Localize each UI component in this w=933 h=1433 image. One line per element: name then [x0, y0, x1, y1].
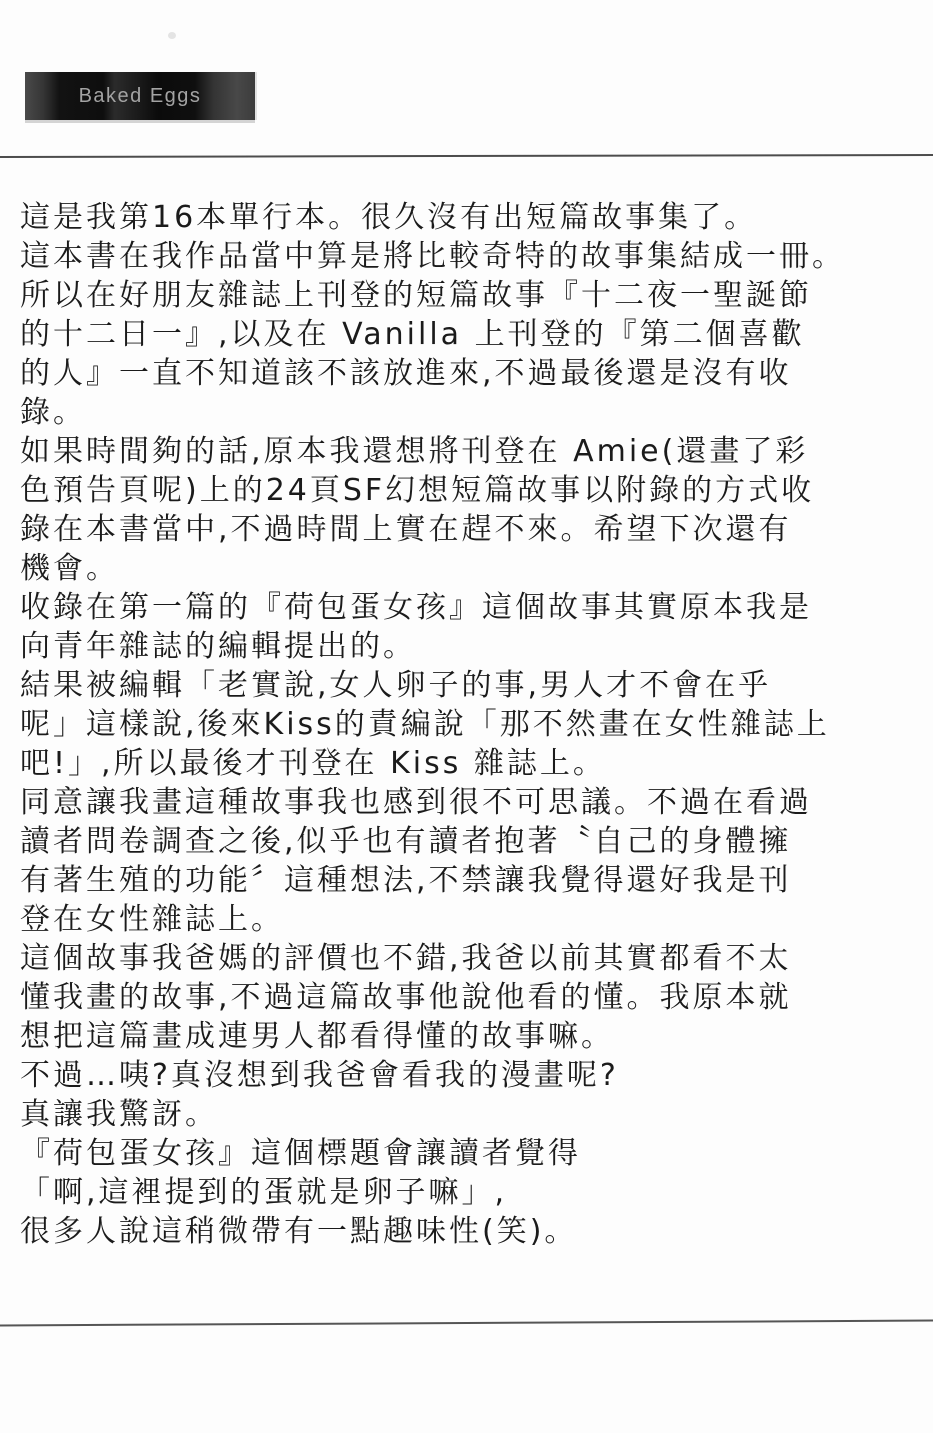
text-line: 真讓我驚訝。 — [20, 1097, 218, 1132]
text-line: 色預告頁呢)上的24頁SF幻想短篇故事以附錄的方式收 — [20, 473, 815, 508]
scan-speck — [168, 32, 176, 39]
text-line: 登在女性雜誌上。 — [20, 902, 284, 937]
text-line: 『荷包蛋女孩』這個標題會讓讀者覺得 — [20, 1136, 581, 1171]
header-divider — [0, 154, 933, 158]
afterword-text — [20, 198, 920, 1251]
text-line: 這本書在我作品當中算是將比較奇特的故事集結成一冊。 — [20, 239, 845, 274]
text-line: 結果被編輯「老實說,女人卵子的事,男人才不會在乎 — [20, 668, 772, 703]
text-line: 錄。 — [20, 395, 86, 430]
text-line: 呢」這樣說,後來Kiss的責編說「那不然畫在女性雜誌上 — [20, 707, 830, 742]
text-line: 向青年雜誌的編輯提出的。 — [20, 629, 416, 664]
text-line: 的十二日一』,以及在 Vanilla 上刊登的『第二個喜歡 — [20, 317, 805, 352]
text-line: 想把這篇畫成連男人都看得懂的故事嘛。 — [20, 1019, 614, 1054]
chapter-badge — [25, 72, 255, 120]
text-line: 很多人說這稍微帶有一點趣味性(笑)。 — [20, 1214, 578, 1249]
text-line: 所以在好朋友雜誌上刊登的短篇故事『十二夜一聖誕節 — [20, 278, 812, 313]
text-line: 如果時間夠的話,原本我還想將刊登在 Amie(還畫了彩 — [20, 434, 809, 469]
text-line: 讀者問卷調查之後,似乎也有讀者抱著〝自己的身體擁 — [20, 824, 792, 859]
text-line: 不過…咦?真沒想到我爸會看我的漫畫呢? — [20, 1058, 619, 1093]
text-line: 這個故事我爸媽的評價也不錯,我爸以前其實都看不太 — [20, 941, 792, 976]
text-line: 同意讓我畫這種故事我也感到很不可思議。不過在看過 — [20, 785, 812, 820]
text-line: 有著生殖的功能〞這種想法,不禁讓我覺得還好我是刊 — [20, 863, 792, 898]
text-line: 收錄在第一篇的『荷包蛋女孩』這個故事其實原本我是 — [20, 590, 812, 625]
text-line: 吧!」,所以最後才刊登在 Kiss 雜誌上。 — [20, 746, 606, 781]
text-line: 機會。 — [20, 551, 119, 586]
text-line: 「啊,這裡提到的蛋就是卵子嘛」, — [20, 1175, 508, 1210]
text-line: 錄在本書當中,不過時間上實在趕不來。希望下次還有 — [20, 512, 792, 547]
text-line: 的人』一直不知道該不該放進來,不過最後還是沒有收 — [20, 356, 792, 391]
text-line: 懂我畫的故事,不過這篇故事他說他看的懂。我原本就 — [20, 980, 792, 1015]
chapter-badge-label: Baked Eggs — [78, 84, 202, 107]
text-line: 這是我第16本單行本。很久沒有出短篇故事集了。 — [20, 200, 758, 235]
footer-divider — [0, 1320, 933, 1327]
